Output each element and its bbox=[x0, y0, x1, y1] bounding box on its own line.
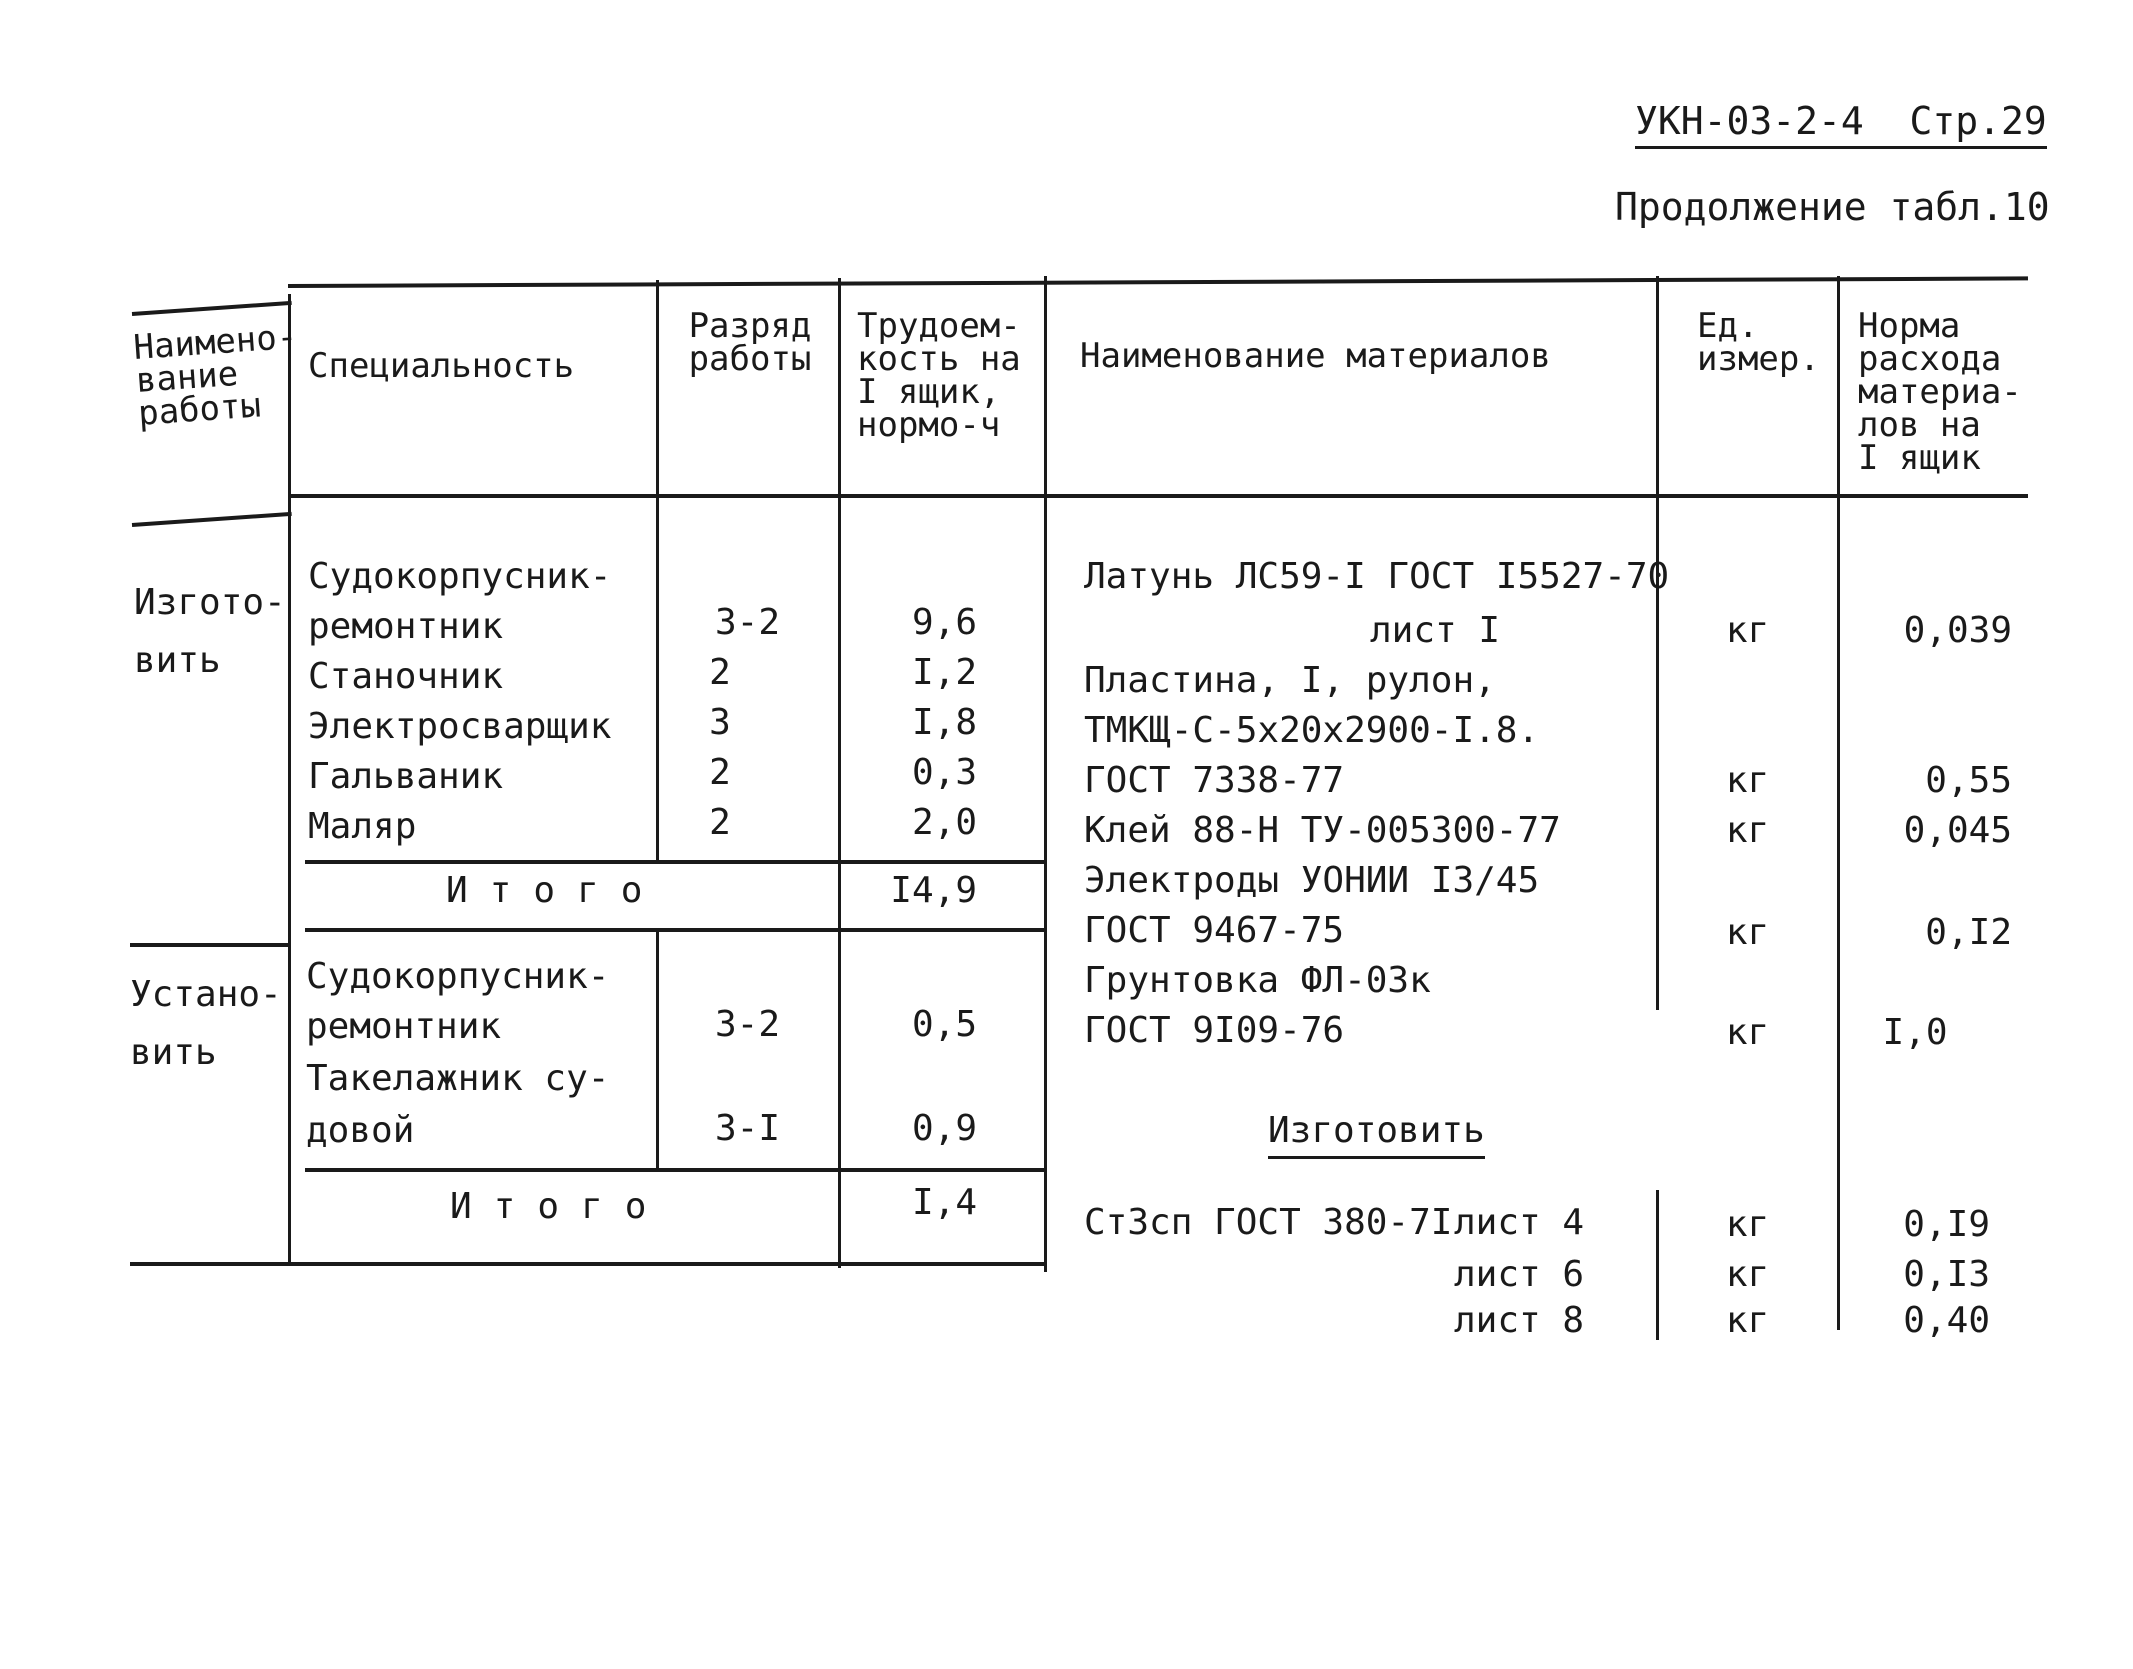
specialty-cell: Судокорпусник- bbox=[306, 956, 610, 997]
specialty-cell: Электросварщик bbox=[308, 706, 612, 747]
labor-cell: 2,0 bbox=[911, 802, 977, 843]
column-header-material: Наименование материалов bbox=[1080, 336, 1551, 376]
material-norm: 0,55 bbox=[1925, 760, 2012, 801]
total-label: Итого bbox=[450, 1186, 669, 1227]
grade-cell: 3-2 bbox=[714, 1004, 781, 1045]
material-unit: кг bbox=[1725, 1300, 1770, 1341]
labor-cell: I,8 bbox=[911, 702, 977, 743]
material-norm: 0,I9 bbox=[1903, 1204, 1990, 1245]
specialty-cell: Маляр bbox=[308, 806, 417, 847]
specialty-cell: Судокорпусник- bbox=[308, 556, 612, 597]
material-norm: 0,I2 bbox=[1925, 912, 2012, 953]
labor-cell: 0,5 bbox=[911, 1004, 977, 1045]
material-name: ГОСТ 9I09-76 bbox=[1084, 1010, 1345, 1051]
column-header-specialty: Специальность bbox=[308, 346, 575, 386]
sheet-label: лист 6 bbox=[1454, 1254, 1585, 1295]
material-unit: кг bbox=[1725, 1254, 1770, 1295]
material-name: Пластина, I, рулон, bbox=[1084, 660, 1496, 701]
specialty-cell: довой bbox=[306, 1110, 415, 1151]
material-name: ГОСТ 9467-75 bbox=[1084, 910, 1345, 951]
column-header-grade: Разряд работы bbox=[688, 306, 812, 379]
specialty-cell: ремонтник bbox=[306, 1006, 502, 1047]
total-label: Итого bbox=[446, 870, 665, 911]
labor-cell: 0,9 bbox=[911, 1108, 977, 1149]
material-norm: 0,I3 bbox=[1903, 1254, 1990, 1295]
work-name-install: Устано- вить bbox=[130, 974, 282, 1073]
material-norm: 0,40 bbox=[1903, 1300, 1990, 1341]
column-header-norm: Норма расхода материа- лов на I ящик bbox=[1858, 306, 2022, 478]
subsection-title: Изготовить bbox=[1268, 1110, 1485, 1159]
material-name: ГОСТ 7338-77 bbox=[1084, 760, 1345, 801]
material-name: Электроды УОНИИ I3/45 bbox=[1084, 860, 1540, 901]
material-name: Клей 88-Н ТУ-005300-77 bbox=[1084, 810, 1561, 851]
work-name-manufacture: Изгото- вить bbox=[134, 582, 286, 681]
material-name: Ст3сп ГОСТ 380-7I bbox=[1084, 1202, 1453, 1243]
material-unit: кг bbox=[1725, 1204, 1770, 1245]
column-header-labor: Трудоем- кость на I ящик, нормо-ч bbox=[857, 306, 1021, 445]
labor-cell: I,2 bbox=[911, 652, 977, 693]
material-unit: кг bbox=[1725, 912, 1770, 953]
grade-cell: 2 bbox=[709, 802, 731, 843]
column-header-unit: Ед. измер. bbox=[1697, 306, 1820, 379]
grade-cell: 2 bbox=[709, 652, 731, 693]
material-name: лист I bbox=[1370, 610, 1501, 651]
grade-cell: 3-I bbox=[714, 1108, 781, 1149]
labor-cell: 0,3 bbox=[911, 752, 977, 793]
material-norm: I,0 bbox=[1882, 1012, 1948, 1053]
material-name: Латунь ЛС59-I ГОСТ I5527-70 bbox=[1084, 556, 1670, 597]
grade-cell: 2 bbox=[709, 752, 731, 793]
specialty-cell: Такелажник су- bbox=[306, 1058, 610, 1099]
table-continuation-label: Продолжение табл.10 bbox=[1615, 185, 2050, 229]
material-name: Грунтовка ФЛ-03к bbox=[1084, 960, 1431, 1001]
specialty-cell: Гальваник bbox=[308, 756, 504, 797]
material-unit: кг bbox=[1725, 610, 1770, 651]
sheet-label: лист 8 bbox=[1454, 1300, 1585, 1341]
document-code: УКН-03-2-4 Стр.29 bbox=[1635, 100, 2047, 149]
material-unit: кг bbox=[1725, 810, 1770, 851]
total-value: I,4 bbox=[911, 1182, 977, 1223]
sheet-label: лист 4 bbox=[1454, 1202, 1585, 1243]
specialty-cell: Станочник bbox=[308, 656, 504, 697]
material-name: ТМКЩ-С-5х20х2900-I.8. bbox=[1084, 710, 1540, 751]
labor-cell: 9,6 bbox=[911, 602, 977, 643]
material-unit: кг bbox=[1725, 1012, 1770, 1053]
specialty-cell: ремонтник bbox=[308, 606, 504, 647]
grade-cell: 3 bbox=[709, 702, 731, 743]
material-unit: кг bbox=[1725, 760, 1770, 801]
material-norm: 0,045 bbox=[1903, 810, 2012, 851]
total-value: I4,9 bbox=[890, 870, 977, 911]
column-header-work: Наимено- вание работы bbox=[132, 316, 299, 434]
material-norm: 0,039 bbox=[1903, 610, 2012, 651]
grade-cell: 3-2 bbox=[714, 602, 781, 643]
